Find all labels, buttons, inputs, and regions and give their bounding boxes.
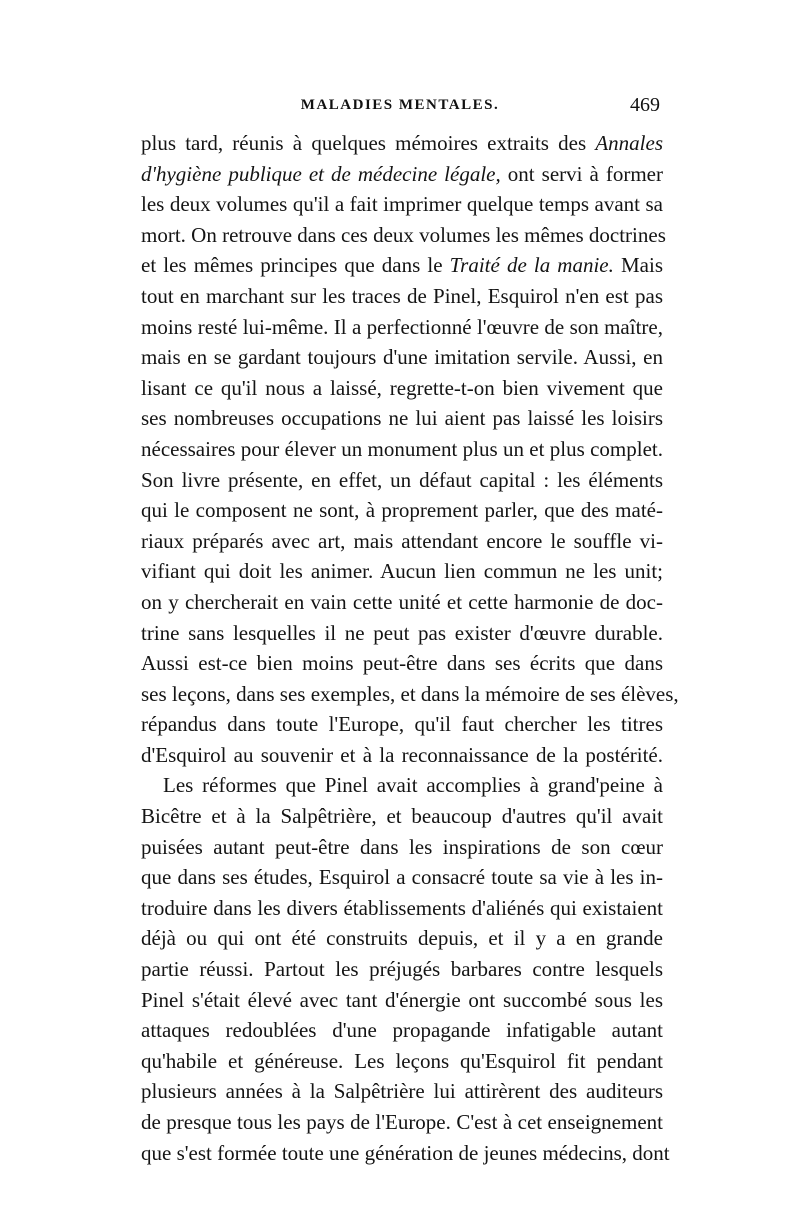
text-run: attaques redoublées d'une propagande infatigable autant <box>141 1018 663 1043</box>
text-line <box>141 1046 663 1077</box>
text-run: trine sans lesquelles il ne peut pas exister d'œuvre durable. <box>141 620 663 645</box>
text-run: moins resté lui-même. Il a perfectionné l'œuvre de son maître, <box>141 314 663 339</box>
text-run: qui le composent ne sont, à proprement parler, que des maté- <box>141 498 663 523</box>
text-run: que s'est formée toute une génération de jeunes médecins, dont <box>141 1140 670 1165</box>
text-line <box>141 1076 663 1107</box>
text-line <box>141 1107 663 1138</box>
text-line <box>141 1015 663 1046</box>
text-line <box>141 679 679 710</box>
text-run: qu'habile et généreuse. Les leçons qu'Esquirol fit pendant <box>141 1048 663 1073</box>
text-run: troduire dans les divers établissements d'aliénés qui existaient <box>141 895 663 920</box>
text-run: répandus dans toute l'Europe, qu'il faut chercher les titres <box>141 712 663 737</box>
text-line <box>141 1138 670 1169</box>
text-run: et les mêmes principes que dans le <box>141 253 450 278</box>
text-run: Bicêtre et à la Salpêtrière, et beaucoup d'autres qu'il avait <box>141 804 663 829</box>
text-line <box>141 740 663 771</box>
text-line <box>141 495 663 526</box>
text-line <box>141 618 663 649</box>
text-line <box>141 526 663 557</box>
text-line <box>141 281 663 312</box>
text-line <box>141 403 663 434</box>
text-run: Son livre présente, en effet, un défaut capital : les éléments <box>141 467 663 492</box>
text-run: mort. On retrouve dans ces deux volumes les mêmes doctrines <box>141 222 666 247</box>
text-run: Pinel s'était élevé avec tant d'énergie ont succombé sous les <box>141 987 663 1012</box>
text-run: riaux préparés avec art, mais attendant encore le souffle vi- <box>141 528 663 553</box>
text-run: on y chercherait en vain cette unité et cette harmonie de doc- <box>141 589 663 614</box>
text-run: ses leçons, dans ses exemples, et dans la mémoire de ses élèves, <box>141 681 679 706</box>
text-line <box>141 893 663 924</box>
text-line <box>141 465 663 496</box>
text-run: lisant ce qu'il nous a laissé, regrette-t-on bien vivement que <box>141 375 663 400</box>
text-run: mais en se gardant toujours d'une imitation servile. Aussi, en <box>141 345 663 370</box>
text-line <box>141 801 663 832</box>
text-run: plus tard, réunis à quelques mémoires extraits des <box>141 131 596 155</box>
text-run: plusieurs années à la Salpêtrière lui attirèrent des auditeurs <box>141 1079 663 1104</box>
text-run: vifiant qui doit les animer. Aucun lien commun ne les unit; <box>141 559 663 584</box>
running-title: MALADIES MENTALES. <box>300 97 500 113</box>
text-run: Aussi est-ce bien moins peut-être dans ses écrits que dans <box>141 651 663 676</box>
italic-title-run: Traité de la manie. <box>449 253 614 278</box>
text-line <box>141 128 663 159</box>
text-line <box>141 373 663 404</box>
text-line <box>141 189 663 220</box>
running-head <box>140 94 660 121</box>
text-run: nécessaires pour élever un monument plus un et plus complet. <box>141 436 663 461</box>
page-number: 469 <box>630 94 660 116</box>
text-line <box>141 709 663 740</box>
italic-title-run: Annales <box>595 131 663 155</box>
text-line <box>141 954 663 985</box>
text-run: ses nombreuses occupations ne lui aient pas laissé les loisirs <box>141 406 663 431</box>
text-line <box>141 648 663 679</box>
text-run: partie réussi. Partout les préjugés barbares contre lesquels <box>141 957 663 982</box>
text-line <box>141 342 663 373</box>
text-run: tout en marchant sur les traces de Pinel, Esquirol n'en est pas <box>141 283 663 308</box>
text-line <box>141 923 663 954</box>
text-line <box>141 832 663 863</box>
text-line <box>141 985 663 1016</box>
body-text <box>141 128 679 1168</box>
text-line <box>141 587 663 618</box>
text-line <box>141 434 663 465</box>
text-run: Mais <box>613 253 663 278</box>
text-line <box>141 250 663 281</box>
text-run: ont servi à former <box>500 161 663 186</box>
text-run: déjà ou qui ont été construits depuis, et il y a en grande <box>141 926 663 951</box>
italic-title-run: d'hygiène publique et de médecine légale, <box>141 161 501 186</box>
text-run: Les réformes que Pinel avait accomplies à grand'peine à <box>163 773 663 798</box>
text-run: de presque tous les pays de l'Europe. C'est à cet enseignement <box>141 1110 663 1134</box>
text-line <box>141 862 663 893</box>
text-run: que dans ses études, Esquirol a consacré toute sa vie à les in- <box>141 865 663 890</box>
text-run: puisées autant peut-être dans les inspirations de son cœur <box>141 834 663 859</box>
text-line <box>141 770 663 801</box>
text-line <box>141 312 663 343</box>
text-line <box>141 159 663 190</box>
text-run: d'Esquirol au souvenir et à la reconnaissance de la postérité. <box>141 742 663 767</box>
text-line <box>141 556 663 587</box>
text-line <box>141 220 666 251</box>
text-run: les deux volumes qu'il a fait imprimer quelque temps avant sa <box>141 192 663 217</box>
